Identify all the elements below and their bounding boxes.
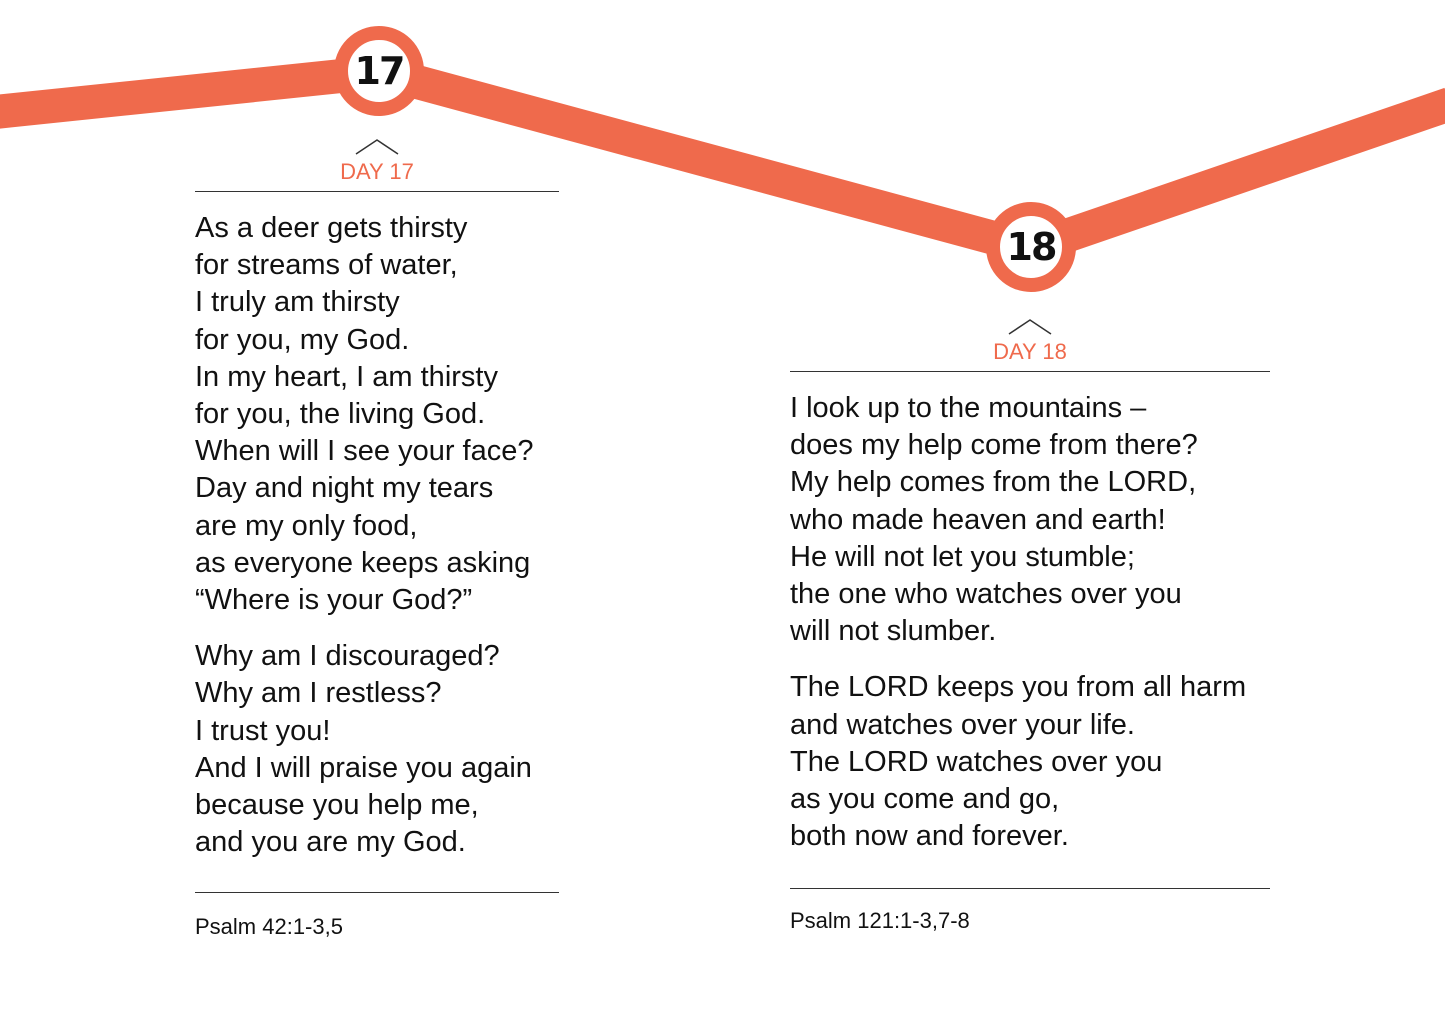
day-18-number-badge (986, 202, 1076, 292)
poem-line: In my heart, I am thirsty (195, 360, 498, 393)
day-17-bottom-divider (195, 892, 559, 893)
poem-line: who made heaven and earth! (790, 503, 1166, 536)
poem-line: As a deer gets thirsty (195, 212, 468, 244)
poem-line: I trust you! (195, 714, 331, 747)
poem-stanza (790, 669, 1270, 855)
poem-line: will not slumber. (790, 615, 997, 648)
day-18-poem (790, 390, 1270, 855)
day-18-section (790, 318, 1270, 855)
poem-line: The LORD keeps you from all harm (790, 671, 1247, 704)
day-17-number-badge (334, 26, 424, 116)
chevron-up-icon (355, 138, 399, 156)
poem-line: are my only food, (195, 509, 418, 542)
poem-line: I look up to the mountains – (790, 392, 1147, 424)
poem-line: for streams of water, (195, 249, 458, 282)
chevron-up-icon (1008, 318, 1052, 336)
poem-line: The LORD watches over you (790, 745, 1163, 778)
day-17-number: 17 (354, 49, 404, 93)
day-17-section (195, 138, 559, 861)
poem-line: as you come and go, (790, 783, 1060, 816)
poem-line: for you, my God. (195, 323, 410, 356)
day-18-bottom-divider (790, 888, 1270, 889)
poem-line: does my help come from there? (790, 429, 1198, 462)
day-17-label: DAY 17 (340, 159, 414, 184)
poem-stanza (195, 210, 559, 619)
poem-line: and watches over your life. (790, 708, 1135, 741)
poem-line: and you are my God. (195, 826, 466, 859)
poem-line: I truly am thirsty (195, 286, 400, 319)
day-18-top-divider (790, 371, 1270, 372)
poem-line: When will I see your face? (195, 435, 534, 468)
day-17-reference: Psalm 42:1-3,5 (195, 914, 343, 939)
poem-line: because you help me, (195, 789, 479, 822)
poem-line: My help comes from the LORD, (790, 466, 1197, 499)
poem-line: both now and forever. (790, 820, 1069, 853)
poem-line: Why am I discouraged? (195, 640, 500, 673)
day-18-number: 18 (1006, 225, 1056, 269)
poem-line: Day and night my tears (195, 472, 494, 505)
poem-line: Why am I restless? (195, 677, 442, 710)
day-18-label: DAY 18 (993, 339, 1067, 364)
day-18-reference: Psalm 121:1-3,7-8 (790, 908, 970, 933)
day-17-top-divider (195, 191, 559, 192)
poem-line: “Where is your God?” (195, 584, 473, 617)
day-17-poem (195, 210, 559, 861)
poem-line: the one who watches over you (790, 578, 1182, 611)
poem-stanza (195, 638, 559, 861)
poem-stanza (790, 390, 1270, 650)
poem-line: as everyone keeps asking (195, 546, 531, 579)
poem-line: He will not let you stumble; (790, 540, 1135, 573)
poem-line: for you, the living God. (195, 398, 486, 431)
poem-line: And I will praise you again (195, 751, 532, 784)
